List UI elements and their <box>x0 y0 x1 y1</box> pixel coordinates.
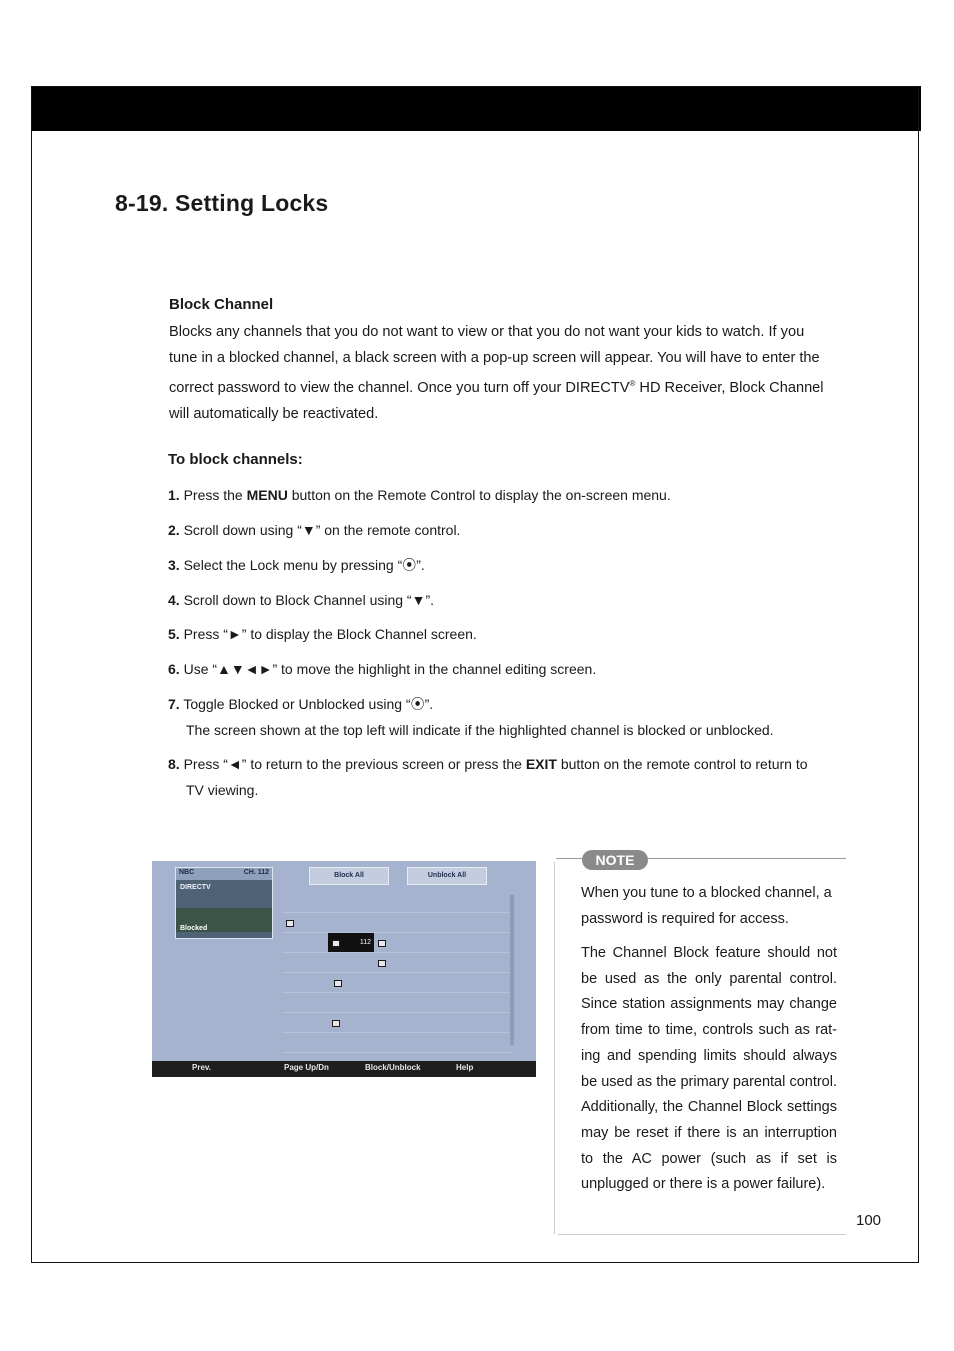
channel-cell[interactable] <box>466 953 512 973</box>
channel-cell[interactable] <box>420 973 466 993</box>
channel-cell[interactable] <box>328 913 374 933</box>
channel-cell[interactable] <box>466 893 512 913</box>
lock-icon <box>378 940 386 947</box>
step-number: 1. <box>168 487 180 503</box>
step-text: Press the <box>183 487 247 503</box>
note-bottom-rule <box>558 1234 846 1235</box>
footer-prev: Prev. <box>192 1063 211 1072</box>
channel-cell[interactable] <box>374 993 420 1013</box>
block-all-button[interactable]: Block All <box>309 867 389 885</box>
channel-cell[interactable] <box>328 953 374 973</box>
channel-cell[interactable] <box>282 933 328 953</box>
step-6 <box>168 657 838 683</box>
procedure-heading: To block channels: <box>168 451 303 468</box>
channel-cell[interactable] <box>420 1033 466 1053</box>
channel-cell[interactable] <box>420 893 466 913</box>
block-channel-screenshot <box>152 861 536 1077</box>
page-number: 100 <box>856 1212 882 1229</box>
channel-cell[interactable] <box>466 933 512 953</box>
footer-toggle: Block/Unblock <box>365 1063 421 1072</box>
step-number: 6. <box>168 661 180 677</box>
footer-help: Help <box>456 1063 474 1072</box>
lock-icon <box>286 920 294 927</box>
channel-cell[interactable] <box>282 993 328 1013</box>
grid-scrollbar[interactable] <box>510 895 514 1045</box>
channel-cell[interactable] <box>466 913 512 933</box>
channel-grid <box>282 893 514 1047</box>
preview-brand: DIRECTV <box>180 884 211 891</box>
channel-cell[interactable] <box>374 973 420 993</box>
section-title: 8-19. Setting Locks <box>115 190 329 216</box>
step-text: Press “►” to display the Block Channel screen. <box>183 626 477 642</box>
step-1 <box>168 483 838 509</box>
step-text: Select the Lock menu by pressing “⦿”. <box>183 557 425 573</box>
step-8 <box>168 752 838 803</box>
step-number: 3. <box>168 557 180 573</box>
channel-cell[interactable] <box>374 893 420 913</box>
step-7 <box>168 692 838 743</box>
note-left-rule <box>554 862 555 1234</box>
note-badge: NOTE <box>582 850 648 870</box>
lock-icon <box>332 1020 340 1027</box>
note-text-1: When you tune to a blocked channel, a password is required for access. <box>581 885 832 927</box>
channel-preview <box>175 867 273 939</box>
channel-cell[interactable] <box>282 953 328 973</box>
step-continuation: The screen shown at the top left will indicate if the highlighted channel is blocked or unblocked. <box>186 721 774 738</box>
block-channel-description <box>169 320 831 427</box>
channel-cell[interactable] <box>466 973 512 993</box>
step-text: Toggle Blocked or Unblocked using “⦿”. <box>183 696 434 712</box>
lock-icon <box>378 960 386 967</box>
channel-cell[interactable] <box>420 993 466 1013</box>
step-text: Scroll down to Block Channel using “▼”. <box>183 592 434 608</box>
preview-channel: CH. 112 <box>243 869 269 876</box>
channel-cell[interactable] <box>420 913 466 933</box>
description-part-1: Blocks any channels that you do not want to view or that you do not want your kids to watch. If you tune in a blocked channel, a black screen with a pop-up screen will appear. You will have to enter the correct password to view the channel. Once you turn off your DIRECTV <box>169 324 820 397</box>
preview-header <box>176 868 272 880</box>
channel-cell[interactable] <box>374 1033 420 1053</box>
channel-cell[interactable] <box>466 993 512 1013</box>
channel-cell[interactable] <box>374 1013 420 1033</box>
step-key: MENU <box>246 487 288 503</box>
screen-footer <box>152 1061 536 1077</box>
preview-network: NBC <box>179 869 195 876</box>
channel-cell[interactable] <box>282 1013 328 1033</box>
channel-cell[interactable] <box>466 1013 512 1033</box>
channel-cell[interactable] <box>420 933 466 953</box>
step-3 <box>168 553 838 579</box>
step-number: 2. <box>168 522 180 538</box>
channel-cell[interactable] <box>466 1033 512 1053</box>
channel-cell[interactable] <box>328 993 374 1013</box>
unblock-all-button[interactable]: Unblock All <box>407 867 487 885</box>
step-number: 7. <box>168 696 180 712</box>
step-text: Scroll down using “▼” on the remote control. <box>183 522 461 538</box>
step-2 <box>168 518 838 544</box>
note-text-2: The Channel Block feature should not be used as the only parental control. Since station assignments may change from time to time, controls such as rat-ing and spending limits should always be used as the primary parental control. Additionally, the Channel Block settings may be reset if there is an interruption to the AC power (such as if set is unplugged or there is a power failure). <box>581 945 837 1193</box>
step-number: 5. <box>168 626 180 642</box>
channel-cell[interactable] <box>282 1033 328 1053</box>
footer-page: Page Up/Dn <box>284 1063 329 1072</box>
step-key: EXIT <box>525 756 557 772</box>
step-text: Press “◄” to return to the previous screen or press the <box>179 756 526 772</box>
channel-cell[interactable] <box>420 1013 466 1033</box>
step-continuation: TV viewing. <box>186 781 259 798</box>
description-part-2: HD Receiver, Block Channel will automatically be reactivated. <box>169 380 824 422</box>
channel-cell[interactable] <box>282 893 328 913</box>
lock-icon <box>332 940 340 947</box>
channel-cell[interactable]: 112 <box>328 933 374 953</box>
registered-mark: ® <box>629 379 636 389</box>
step-number: 4. <box>168 592 180 608</box>
block-channel-heading: Block Channel <box>169 296 274 313</box>
channel-cell[interactable] <box>282 973 328 993</box>
step-4 <box>168 588 838 614</box>
step-number: 8. <box>168 756 180 772</box>
channel-cell[interactable] <box>328 893 374 913</box>
channel-cell[interactable] <box>374 913 420 933</box>
step-5 <box>168 622 838 648</box>
lock-icon <box>334 980 342 987</box>
step-text: Use “▲▼◄►” to move the highlight in the channel editing screen. <box>183 661 597 677</box>
channel-cell[interactable] <box>420 953 466 973</box>
channel-cell[interactable] <box>328 1033 374 1053</box>
step-text: button on the remote control to return to <box>556 756 808 772</box>
step-text: button on the Remote Control to display the on-screen menu. <box>287 487 671 503</box>
preview-status: Blocked <box>180 925 208 932</box>
